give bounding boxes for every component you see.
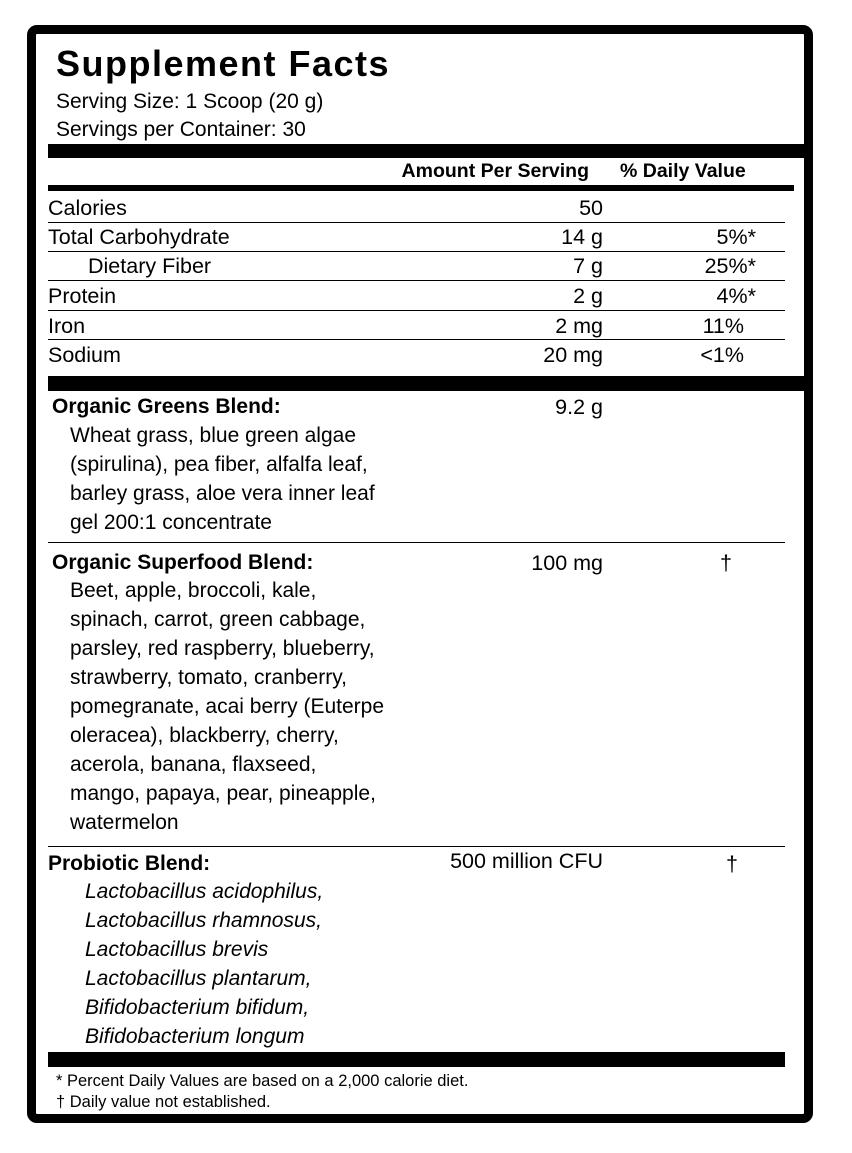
- ingredient-line: mango, papaya, pear, pineapple,: [70, 782, 376, 805]
- nutrient-name: Iron: [48, 314, 86, 338]
- label-title: Supplement Facts: [56, 43, 391, 84]
- row-divider: [48, 339, 785, 340]
- servings-per-container: Servings per Container: 30: [56, 118, 306, 141]
- nutrient-amount: 50: [579, 196, 603, 220]
- nutrient-amount: 7 g: [573, 254, 603, 278]
- nutrient-amount: 2 g: [573, 284, 603, 308]
- blend-amount: 100 mg: [531, 551, 603, 575]
- nutrient-dv: 25%*: [704, 254, 756, 278]
- ingredient-line: barley grass, aloe vera inner leaf: [70, 482, 375, 505]
- row-divider: [48, 280, 785, 281]
- nutrient-dv: 5%*: [716, 225, 756, 249]
- ingredient-line: watermelon: [70, 811, 179, 834]
- ingredient-line: Lactobacillus plantarum,: [85, 967, 312, 990]
- nutrient-dv: <1%: [700, 343, 744, 367]
- supplement-facts-panel: [27, 25, 813, 1123]
- blend-ingredients: [85, 877, 323, 1051]
- ingredient-line: Wheat grass, blue green algae: [70, 424, 357, 447]
- ingredient-line: Lactobacillus brevis: [85, 938, 269, 961]
- amount-per-serving-header: Amount Per Serving: [401, 160, 589, 182]
- nutrient-name: Total Carbohydrate: [48, 225, 230, 249]
- nutrient-amount: 14 g: [561, 225, 603, 249]
- thick-divider-bottom: [48, 1052, 785, 1067]
- nutrient-amount: 20 mg: [543, 343, 603, 367]
- blend-ingredients: [70, 421, 375, 537]
- thick-divider-middle: [48, 376, 804, 391]
- blend-amount: 500 million CFU: [450, 849, 603, 873]
- blend-name: Organic Superfood Blend:: [52, 551, 314, 574]
- row-divider: [48, 222, 785, 223]
- blend-amount: 9.2 g: [555, 395, 603, 419]
- nutrient-name: Calories: [48, 196, 127, 220]
- row-divider: [48, 542, 785, 543]
- footnote-not-established: † Daily value not established.: [56, 1093, 271, 1111]
- ingredient-line: Beet, apple, broccoli, kale,: [70, 579, 317, 602]
- ingredient-line: Lactobacillus rhamnosus,: [85, 909, 322, 932]
- row-divider: [48, 310, 785, 311]
- ingredient-line: Bifidobacterium bifidum,: [85, 996, 310, 1019]
- ingredient-line: spinach, carrot, green cabbage,: [70, 608, 366, 631]
- blend-ingredients: [70, 576, 384, 837]
- nutrient-amount: 2 mg: [555, 314, 603, 338]
- ingredient-line: pomegranate, acai berry (Euterpe: [70, 695, 385, 718]
- row-divider: [48, 251, 785, 252]
- blend-dv: †: [726, 852, 738, 876]
- blend-name: Probiotic Blend:: [48, 852, 211, 875]
- nutrient-dv: 11%: [702, 314, 744, 338]
- row-divider: [48, 846, 785, 847]
- nutrient-name: Protein: [48, 284, 117, 308]
- footnote-percent-dv: * Percent Daily Values are based on a 2,000 calorie diet.: [56, 1072, 469, 1090]
- thick-divider-top: [48, 144, 804, 158]
- ingredient-line: Bifidobacterium longum: [85, 1025, 305, 1048]
- nutrient-dv: 4%*: [716, 284, 756, 308]
- ingredient-line: parsley, red raspberry, blueberry,: [70, 637, 375, 660]
- serving-size: Serving Size: 1 Scoop (20 g): [56, 90, 324, 113]
- nutrient-name: Dietary Fiber: [88, 254, 212, 278]
- blend-name: Organic Greens Blend:: [52, 395, 281, 418]
- ingredient-line: oleracea), blackberry, cherry,: [70, 724, 339, 747]
- ingredient-line: Lactobacillus acidophilus,: [85, 880, 324, 903]
- ingredient-line: acerola, banana, flaxseed,: [70, 753, 317, 776]
- nutrient-name: Sodium: [48, 343, 121, 367]
- ingredient-line: (spirulina), pea fiber, alfalfa leaf,: [70, 453, 368, 476]
- blend-dv: †: [720, 551, 732, 575]
- daily-value-header: % Daily Value: [620, 160, 746, 182]
- ingredient-line: strawberry, tomato, cranberry,: [70, 666, 347, 689]
- medium-divider: [48, 185, 794, 191]
- ingredient-line: gel 200:1 concentrate: [70, 511, 272, 534]
